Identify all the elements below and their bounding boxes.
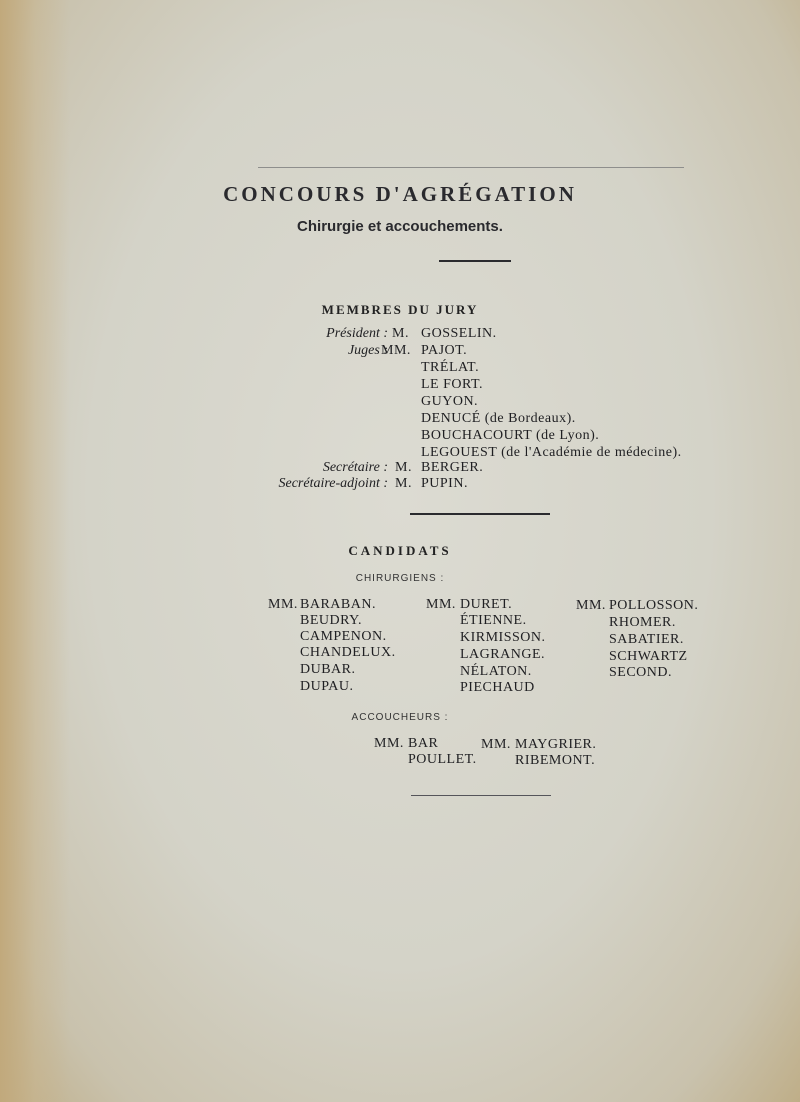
obstetrician-name: POULLET. (408, 752, 477, 767)
obstetrician-name: BAR (408, 736, 439, 751)
judge-name: TRÉLAT. (421, 360, 480, 375)
jury-section-title: MEMBRES DU JURY (321, 302, 479, 317)
surgeon-name: CHANDELUX. (300, 645, 396, 660)
surgeon-name: DURET. (460, 597, 513, 612)
surgeon-name: NÉLATON. (460, 664, 532, 679)
section-divider (410, 513, 550, 515)
top-rule (258, 167, 684, 168)
surgeon-name: SABATIER. (609, 632, 684, 647)
judge-name: LE FORT. (421, 377, 484, 392)
surgeon-name: DUBAR. (300, 662, 356, 677)
assistant-secretary-prefix: M. (395, 476, 412, 491)
surgeon-name: LAGRANGE. (460, 647, 545, 662)
judges-prefix: MM. (381, 343, 411, 358)
president-prefix: M. (392, 326, 409, 341)
surgeons-col3-prefix: MM. (576, 598, 606, 613)
surgeon-name: PIECHAUD (460, 680, 535, 695)
bottom-divider (411, 795, 551, 796)
obstetricians-col2-prefix: MM. (481, 737, 511, 752)
obstetricians-col1-prefix: MM. (374, 736, 404, 751)
candidates-section-title: CANDIDATS (348, 543, 452, 558)
surgeons-title: CHIRURGIENS : (355, 573, 445, 584)
obstetrician-name: MAYGRIER. (515, 737, 597, 752)
surgeon-name: SECOND. (609, 665, 673, 680)
title-divider (439, 260, 511, 262)
surgeon-name: POLLOSSON. (609, 598, 699, 613)
judge-name: GUYON. (421, 394, 479, 409)
judge-name: BOUCHACOURT (de Lyon). (421, 428, 600, 443)
secretary-prefix: M. (395, 460, 412, 475)
secretary-name: BERGER. (421, 460, 484, 475)
surgeon-name: KIRMISSON. (460, 630, 546, 645)
judge-name: PAJOT. (421, 343, 468, 358)
assistant-secretary-role-label: Secrétaire-adjoint : (278, 476, 388, 491)
surgeon-name: BARABAN. (300, 597, 376, 612)
surgeon-name: CAMPENON. (300, 629, 387, 644)
surgeon-name: ÉTIENNE. (460, 613, 527, 628)
obstetrician-name: RIBEMONT. (515, 753, 596, 768)
surgeon-name: RHOMER. (609, 615, 676, 630)
president-role-label: Président : (326, 326, 388, 341)
surgeon-name: DUPAU. (300, 679, 354, 694)
page-subtitle: Chirurgie et accouchements. (297, 218, 503, 235)
president-name: GOSSELIN. (421, 326, 497, 341)
judges-role-label: Juges : (347, 343, 388, 358)
secretary-role-label: Secrétaire : (322, 460, 388, 475)
judge-name: LEGOUEST (de l'Académie de médecine). (421, 445, 682, 460)
surgeon-name: BEUDRY. (300, 613, 362, 628)
judge-name: DENUCÉ (de Bordeaux). (421, 411, 576, 426)
surgeons-col1-prefix: MM. (268, 597, 298, 612)
surgeons-col2-prefix: MM. (426, 597, 456, 612)
obstetricians-title: ACCOUCHEURS : (351, 712, 449, 723)
page-title: CONCOURS D'AGRÉGATION (223, 182, 577, 206)
assistant-secretary-name: PUPIN. (421, 476, 468, 491)
surgeon-name: SCHWARTZ (609, 649, 688, 664)
